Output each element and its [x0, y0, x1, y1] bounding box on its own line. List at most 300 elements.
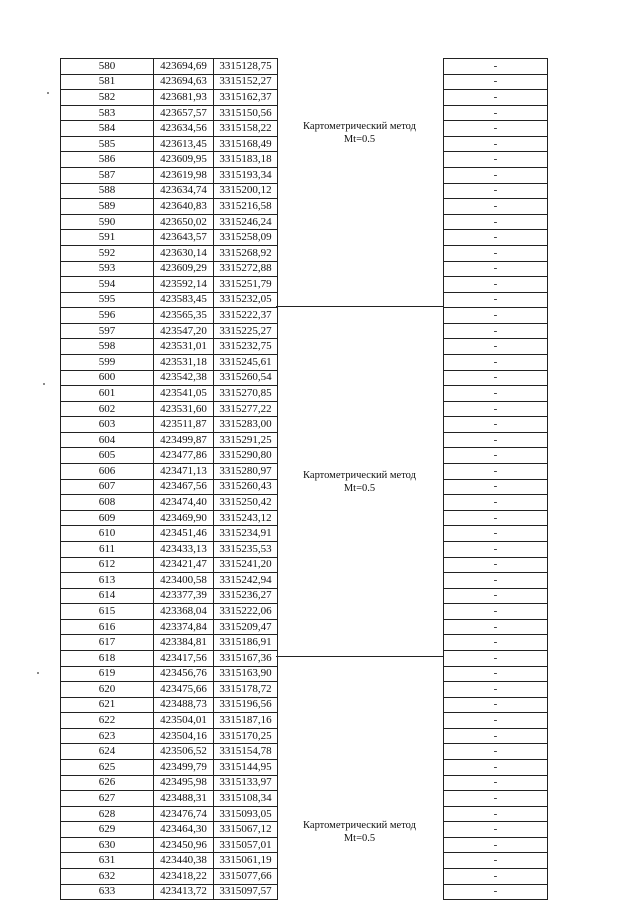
point-number-cell: 631: [61, 853, 154, 869]
dash-value-cell: -: [444, 791, 548, 807]
y-coordinate-cell: 3315158,22: [214, 121, 278, 137]
x-coordinate-cell: 423531,18: [154, 354, 214, 370]
point-number-cell: 602: [61, 401, 154, 417]
table-row: [444, 573, 548, 589]
point-number-cell: 594: [61, 277, 154, 293]
dash-value-cell: -: [444, 90, 548, 106]
table-row: [444, 495, 548, 511]
y-coordinate-cell: 3315183,18: [214, 152, 278, 168]
point-number-cell: 588: [61, 183, 154, 199]
value-column-body: [444, 59, 548, 900]
table-row: [61, 121, 278, 137]
dash-value-cell: -: [444, 121, 548, 137]
x-coordinate-cell: 423619,98: [154, 168, 214, 184]
x-coordinate-cell: 423475,66: [154, 682, 214, 698]
method-label-group-2: [276, 469, 443, 495]
table-row: [61, 526, 278, 542]
x-coordinate-cell: 423694,63: [154, 74, 214, 90]
point-number-cell: 604: [61, 432, 154, 448]
table-row: [61, 168, 278, 184]
y-coordinate-cell: 3315108,34: [214, 791, 278, 807]
dash-value-cell: -: [444, 448, 548, 464]
point-number-cell: 582: [61, 90, 154, 106]
dash-value-cell: -: [444, 59, 548, 75]
dash-value-cell: -: [444, 277, 548, 293]
table-row: [444, 59, 548, 75]
dash-value-cell: -: [444, 744, 548, 760]
table-row: [61, 822, 278, 838]
x-coordinate-cell: 423421,47: [154, 557, 214, 573]
table-row: [444, 650, 548, 666]
y-coordinate-cell: 3315277,22: [214, 401, 278, 417]
point-number-cell: 608: [61, 495, 154, 511]
table-row: [61, 370, 278, 386]
table-row: [61, 510, 278, 526]
y-coordinate-cell: 3315168,49: [214, 136, 278, 152]
dash-value-cell: -: [444, 806, 548, 822]
y-coordinate-cell: 3315193,34: [214, 168, 278, 184]
y-coordinate-cell: 3315241,20: [214, 557, 278, 573]
table-row: [61, 573, 278, 589]
table-row: [61, 744, 278, 760]
table-row: [61, 401, 278, 417]
table-row: [61, 760, 278, 776]
y-coordinate-cell: 3315222,37: [214, 308, 278, 324]
x-coordinate-cell: 423377,39: [154, 588, 214, 604]
x-coordinate-cell: 423384,81: [154, 635, 214, 651]
dash-value-cell: -: [444, 853, 548, 869]
y-coordinate-cell: 3315272,88: [214, 261, 278, 277]
method-name: Картометрический метод: [303, 470, 416, 481]
table-row: [444, 152, 548, 168]
table-row: [444, 713, 548, 729]
x-coordinate-cell: 423506,52: [154, 744, 214, 760]
point-number-cell: 610: [61, 526, 154, 542]
dash-value-cell: -: [444, 635, 548, 651]
table-row: [444, 168, 548, 184]
x-coordinate-cell: 423643,57: [154, 230, 214, 246]
table-row: [61, 682, 278, 698]
x-coordinate-cell: 423565,35: [154, 308, 214, 324]
point-number-cell: 627: [61, 791, 154, 807]
table-row: [61, 323, 278, 339]
x-coordinate-cell: 423694,69: [154, 59, 214, 75]
x-coordinate-cell: 423413,72: [154, 884, 214, 900]
table-row: [444, 837, 548, 853]
x-coordinate-cell: 423477,86: [154, 448, 214, 464]
point-number-cell: 600: [61, 370, 154, 386]
x-coordinate-cell: 423417,56: [154, 650, 214, 666]
dash-value-cell: -: [444, 713, 548, 729]
y-coordinate-cell: 3315216,58: [214, 199, 278, 215]
point-number-cell: 603: [61, 417, 154, 433]
y-coordinate-cell: 3315232,05: [214, 292, 278, 308]
table-row: [61, 308, 278, 324]
y-coordinate-cell: 3315162,37: [214, 90, 278, 106]
table-row: [61, 230, 278, 246]
table-row: [61, 806, 278, 822]
table-row: [444, 464, 548, 480]
dash-value-cell: -: [444, 822, 548, 838]
point-number-cell: 585: [61, 136, 154, 152]
point-number-cell: 581: [61, 74, 154, 90]
table-row: [61, 183, 278, 199]
x-coordinate-cell: 423609,29: [154, 261, 214, 277]
method-label-group-1: [276, 120, 443, 146]
table-row: [61, 697, 278, 713]
table-row: [444, 635, 548, 651]
table-row: [444, 121, 548, 137]
point-number-cell: 623: [61, 728, 154, 744]
dash-value-cell: -: [444, 697, 548, 713]
y-coordinate-cell: 3315128,75: [214, 59, 278, 75]
dash-value-cell: -: [444, 510, 548, 526]
x-coordinate-cell: 423433,13: [154, 541, 214, 557]
x-coordinate-cell: 423634,74: [154, 183, 214, 199]
point-number-cell: 590: [61, 214, 154, 230]
point-number-cell: 583: [61, 105, 154, 121]
x-coordinate-cell: 423467,56: [154, 479, 214, 495]
table-row: [444, 541, 548, 557]
table-row: [61, 292, 278, 308]
x-coordinate-cell: 423630,14: [154, 245, 214, 261]
y-coordinate-cell: 3315152,27: [214, 74, 278, 90]
point-number-cell: 595: [61, 292, 154, 308]
point-number-cell: 593: [61, 261, 154, 277]
dash-value-cell: -: [444, 214, 548, 230]
method-label-group-3: [276, 819, 443, 845]
table-row: [444, 432, 548, 448]
point-number-cell: 597: [61, 323, 154, 339]
dash-value-cell: -: [444, 884, 548, 900]
dash-value-cell: -: [444, 619, 548, 635]
point-number-cell: 611: [61, 541, 154, 557]
table-row: [444, 105, 548, 121]
dash-value-cell: -: [444, 495, 548, 511]
table-row: [61, 791, 278, 807]
method-name: Картометрический метод: [303, 121, 416, 132]
table-row: [61, 588, 278, 604]
table-row: [444, 682, 548, 698]
table-row: [444, 386, 548, 402]
x-coordinate-cell: 423531,01: [154, 339, 214, 355]
x-coordinate-cell: 423547,20: [154, 323, 214, 339]
table-row: [444, 526, 548, 542]
table-row: [61, 557, 278, 573]
table-row: [61, 604, 278, 620]
table-row: [444, 277, 548, 293]
table-row: [444, 245, 548, 261]
table-row: [61, 261, 278, 277]
y-coordinate-cell: 3315260,43: [214, 479, 278, 495]
point-number-cell: 599: [61, 354, 154, 370]
x-coordinate-cell: 423541,05: [154, 386, 214, 402]
dash-value-cell: -: [444, 354, 548, 370]
dash-value-cell: -: [444, 604, 548, 620]
dash-value-cell: -: [444, 401, 548, 417]
table-row: [444, 806, 548, 822]
x-coordinate-cell: 423418,22: [154, 869, 214, 885]
x-coordinate-cell: 423374,84: [154, 619, 214, 635]
y-coordinate-cell: 3315258,09: [214, 230, 278, 246]
y-coordinate-cell: 3315077,66: [214, 869, 278, 885]
point-number-cell: 630: [61, 837, 154, 853]
dash-value-cell: -: [444, 541, 548, 557]
table-row: [61, 775, 278, 791]
table-row: [444, 261, 548, 277]
y-coordinate-cell: 3315235,53: [214, 541, 278, 557]
table-row: [61, 339, 278, 355]
dash-value-cell: -: [444, 105, 548, 121]
table-row: [444, 323, 548, 339]
table-row: [61, 666, 278, 682]
table-row: [61, 277, 278, 293]
x-coordinate-cell: 423504,16: [154, 728, 214, 744]
dash-value-cell: -: [444, 323, 548, 339]
x-coordinate-cell: 423592,14: [154, 277, 214, 293]
x-coordinate-cell: 423681,93: [154, 90, 214, 106]
y-coordinate-cell: 3315222,06: [214, 604, 278, 620]
x-coordinate-cell: 423609,95: [154, 152, 214, 168]
y-coordinate-cell: 3315270,85: [214, 386, 278, 402]
scan-speck: [37, 672, 39, 674]
point-number-cell: 587: [61, 168, 154, 184]
dash-value-cell: -: [444, 869, 548, 885]
point-number-cell: 633: [61, 884, 154, 900]
table-row: [444, 604, 548, 620]
table-row: [444, 90, 548, 106]
table-row: [444, 230, 548, 246]
table-row: [61, 650, 278, 666]
y-coordinate-cell: 3315178,72: [214, 682, 278, 698]
x-coordinate-cell: 423368,04: [154, 604, 214, 620]
table-row: [61, 837, 278, 853]
y-coordinate-cell: 3315186,91: [214, 635, 278, 651]
dash-value-cell: -: [444, 386, 548, 402]
table-row: [444, 183, 548, 199]
table-row: [61, 728, 278, 744]
method-accuracy: Mt=0.5: [343, 833, 376, 844]
x-coordinate-cell: 423542,38: [154, 370, 214, 386]
x-coordinate-cell: 423476,74: [154, 806, 214, 822]
table-row: [444, 308, 548, 324]
x-coordinate-cell: 423499,79: [154, 760, 214, 776]
dash-value-cell: -: [444, 417, 548, 433]
y-coordinate-cell: 3315057,01: [214, 837, 278, 853]
y-coordinate-cell: 3315243,12: [214, 510, 278, 526]
point-number-cell: 614: [61, 588, 154, 604]
table-row: [444, 744, 548, 760]
y-coordinate-cell: 3315187,16: [214, 713, 278, 729]
value-column-table: [443, 58, 548, 900]
point-number-cell: 605: [61, 448, 154, 464]
group-separator-line: [276, 306, 443, 307]
y-coordinate-cell: 3315061,19: [214, 853, 278, 869]
x-coordinate-cell: 423464,30: [154, 822, 214, 838]
y-coordinate-cell: 3315170,25: [214, 728, 278, 744]
dash-value-cell: -: [444, 588, 548, 604]
point-number-cell: 609: [61, 510, 154, 526]
table-row: [444, 557, 548, 573]
table-row: [444, 417, 548, 433]
table-row: [61, 541, 278, 557]
y-coordinate-cell: 3315291,25: [214, 432, 278, 448]
y-coordinate-cell: 3315209,47: [214, 619, 278, 635]
x-coordinate-cell: 423440,38: [154, 853, 214, 869]
table-row: [444, 728, 548, 744]
table-row: [61, 354, 278, 370]
table-row: [61, 214, 278, 230]
dash-value-cell: -: [444, 199, 548, 215]
x-coordinate-cell: 423400,58: [154, 573, 214, 589]
scan-speck: [43, 383, 45, 385]
point-number-cell: 616: [61, 619, 154, 635]
dash-value-cell: -: [444, 479, 548, 495]
table-row: [444, 136, 548, 152]
y-coordinate-cell: 3315250,42: [214, 495, 278, 511]
x-coordinate-cell: 423451,46: [154, 526, 214, 542]
table-row: [61, 245, 278, 261]
y-coordinate-cell: 3315154,78: [214, 744, 278, 760]
table-row: [61, 105, 278, 121]
point-number-cell: 632: [61, 869, 154, 885]
table-row: [61, 59, 278, 75]
point-number-cell: 589: [61, 199, 154, 215]
y-coordinate-cell: 3315242,94: [214, 573, 278, 589]
x-coordinate-cell: 423456,76: [154, 666, 214, 682]
dash-value-cell: -: [444, 370, 548, 386]
dash-value-cell: -: [444, 573, 548, 589]
dash-value-cell: -: [444, 339, 548, 355]
x-coordinate-cell: 423650,02: [154, 214, 214, 230]
table-row: [444, 199, 548, 215]
dash-value-cell: -: [444, 261, 548, 277]
table-row: [444, 588, 548, 604]
point-number-cell: 622: [61, 713, 154, 729]
method-accuracy: Mt=0.5: [343, 483, 376, 494]
table-row: [444, 697, 548, 713]
y-coordinate-cell: 3315200,12: [214, 183, 278, 199]
point-number-cell: 625: [61, 760, 154, 776]
dash-value-cell: -: [444, 292, 548, 308]
table-row: [61, 74, 278, 90]
point-number-cell: 629: [61, 822, 154, 838]
dash-value-cell: -: [444, 183, 548, 199]
x-coordinate-cell: 423474,40: [154, 495, 214, 511]
x-coordinate-cell: 423471,13: [154, 464, 214, 480]
y-coordinate-cell: 3315234,91: [214, 526, 278, 542]
y-coordinate-cell: 3315067,12: [214, 822, 278, 838]
table-row: [444, 822, 548, 838]
dash-value-cell: -: [444, 308, 548, 324]
dash-value-cell: -: [444, 728, 548, 744]
table-row: [61, 479, 278, 495]
coordinates-table: [60, 58, 278, 900]
y-coordinate-cell: 3315280,97: [214, 464, 278, 480]
y-coordinate-cell: 3315196,56: [214, 697, 278, 713]
table-row: [444, 448, 548, 464]
table-row: [444, 760, 548, 776]
point-number-cell: 601: [61, 386, 154, 402]
table-row: [444, 869, 548, 885]
y-coordinate-cell: 3315133,97: [214, 775, 278, 791]
y-coordinate-cell: 3315251,79: [214, 277, 278, 293]
y-coordinate-cell: 3315245,61: [214, 354, 278, 370]
point-number-cell: 624: [61, 744, 154, 760]
y-coordinate-cell: 3315097,57: [214, 884, 278, 900]
table-row: [61, 136, 278, 152]
point-number-cell: 621: [61, 697, 154, 713]
y-coordinate-cell: 3315225,27: [214, 323, 278, 339]
table-row: [444, 370, 548, 386]
point-number-cell: 612: [61, 557, 154, 573]
point-number-cell: 596: [61, 308, 154, 324]
y-coordinate-cell: 3315236,27: [214, 588, 278, 604]
dash-value-cell: -: [444, 682, 548, 698]
x-coordinate-cell: 423488,73: [154, 697, 214, 713]
table-row: [444, 339, 548, 355]
y-coordinate-cell: 3315150,56: [214, 105, 278, 121]
table-row: [444, 74, 548, 90]
table-row: [61, 495, 278, 511]
point-number-cell: 607: [61, 479, 154, 495]
scan-speck: [47, 92, 49, 94]
x-coordinate-cell: 423583,45: [154, 292, 214, 308]
y-coordinate-cell: 3315260,54: [214, 370, 278, 386]
point-number-cell: 615: [61, 604, 154, 620]
x-coordinate-cell: 423504,01: [154, 713, 214, 729]
y-coordinate-cell: 3315232,75: [214, 339, 278, 355]
x-coordinate-cell: 423531,60: [154, 401, 214, 417]
table-row: [61, 635, 278, 651]
table-row: [444, 354, 548, 370]
dash-value-cell: -: [444, 775, 548, 791]
table-row: [61, 464, 278, 480]
x-coordinate-cell: 423499,87: [154, 432, 214, 448]
table-row: [444, 401, 548, 417]
point-number-cell: 620: [61, 682, 154, 698]
method-accuracy: Mt=0.5: [343, 134, 376, 145]
y-coordinate-cell: 3315163,90: [214, 666, 278, 682]
table-row: [61, 90, 278, 106]
point-number-cell: 619: [61, 666, 154, 682]
table-row: [61, 448, 278, 464]
table-row: [61, 432, 278, 448]
y-coordinate-cell: 3315283,00: [214, 417, 278, 433]
table-row: [444, 479, 548, 495]
point-number-cell: 628: [61, 806, 154, 822]
table-row: [444, 853, 548, 869]
table-row: [61, 713, 278, 729]
table-row: [444, 214, 548, 230]
table-row: [444, 775, 548, 791]
table-row: [61, 884, 278, 900]
x-coordinate-cell: 423488,31: [154, 791, 214, 807]
point-number-cell: 617: [61, 635, 154, 651]
table-row: [444, 292, 548, 308]
dash-value-cell: -: [444, 666, 548, 682]
table-row: [444, 884, 548, 900]
dash-value-cell: -: [444, 837, 548, 853]
table-row: [444, 666, 548, 682]
dash-value-cell: -: [444, 650, 548, 666]
y-coordinate-cell: 3315268,92: [214, 245, 278, 261]
point-number-cell: 618: [61, 650, 154, 666]
table-row: [61, 853, 278, 869]
dash-value-cell: -: [444, 136, 548, 152]
dash-value-cell: -: [444, 152, 548, 168]
x-coordinate-cell: 423495,98: [154, 775, 214, 791]
